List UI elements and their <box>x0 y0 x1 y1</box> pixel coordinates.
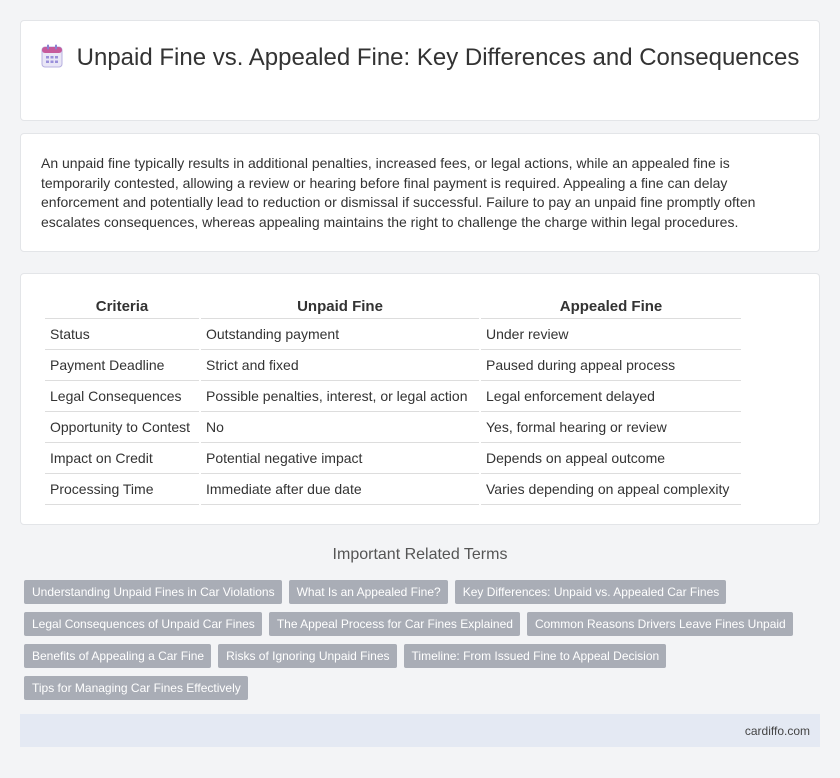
calendar-icon <box>41 44 63 75</box>
related-term-tag[interactable]: Common Reasons Drivers Leave Fines Unpaid <box>527 612 793 636</box>
comparison-table <box>43 296 743 505</box>
related-term-tag[interactable]: The Appeal Process for Car Fines Explained <box>269 612 520 636</box>
row-unpaid: No <box>201 412 479 443</box>
row-criteria: Legal Consequences <box>45 381 199 412</box>
table-row <box>45 319 741 350</box>
related-terms-heading: Important Related Terms <box>332 546 508 563</box>
table-row <box>45 443 741 474</box>
row-criteria: Processing Time <box>45 474 199 505</box>
page-title-wrapper <box>21 43 819 75</box>
related-term-tag[interactable]: Understanding Unpaid Fines in Car Violations <box>24 580 282 604</box>
footer <box>20 714 820 747</box>
row-unpaid: Possible penalties, interest, or legal action <box>201 381 479 412</box>
row-appealed: Depends on appeal outcome <box>481 443 741 474</box>
page-title: Unpaid Fine vs. Appealed Fine: Key Differences and Consequences <box>76 44 800 71</box>
related-term-tag[interactable]: Timeline: From Issued Fine to Appeal Decision <box>404 644 667 668</box>
row-criteria: Status <box>45 319 199 350</box>
row-appealed: Under review <box>481 319 741 350</box>
table-row <box>45 412 741 443</box>
footer-site-link[interactable]: cardiffo.com <box>744 724 810 738</box>
related-term-tag[interactable]: Benefits of Appealing a Car Fine <box>24 644 211 668</box>
related-terms-list <box>22 580 822 708</box>
related-term-tag[interactable]: Legal Consequences of Unpaid Car Fines <box>24 612 262 636</box>
comparison-card <box>20 273 820 525</box>
table-row <box>45 474 741 505</box>
related-term-tag[interactable]: What Is an Appealed Fine? <box>289 580 448 604</box>
row-unpaid: Potential negative impact <box>201 443 479 474</box>
related-term-tag[interactable]: Risks of Ignoring Unpaid Fines <box>218 644 396 668</box>
row-appealed: Varies depending on appeal complexity <box>481 474 741 505</box>
title-card <box>20 20 820 121</box>
row-criteria: Opportunity to Contest <box>45 412 199 443</box>
header-appealed-fine: Appealed Fine <box>481 296 741 319</box>
related-term-tag[interactable]: Tips for Managing Car Fines Effectively <box>24 676 248 700</box>
table-row <box>45 381 741 412</box>
related-term-tag[interactable]: Key Differences: Unpaid vs. Appealed Car Fines <box>455 580 727 604</box>
row-appealed: Legal enforcement delayed <box>481 381 741 412</box>
row-appealed: Yes, formal hearing or review <box>481 412 741 443</box>
table-header-row <box>45 296 741 319</box>
row-criteria: Payment Deadline <box>45 350 199 381</box>
row-appealed: Paused during appeal process <box>481 350 741 381</box>
row-unpaid: Immediate after due date <box>201 474 479 505</box>
row-unpaid: Outstanding payment <box>201 319 479 350</box>
row-criteria: Impact on Credit <box>45 443 199 474</box>
summary-card <box>20 133 820 252</box>
header-unpaid-fine: Unpaid Fine <box>201 296 479 319</box>
row-unpaid: Strict and fixed <box>201 350 479 381</box>
table-row <box>45 350 741 381</box>
summary-text: An unpaid fine typically results in additional penalties, increased fees, or legal actions, while an appealed fine is temporarily contested, allowing a review or hearing before final payment is required. Appealing a fine can delay enforcement and potentially lead to reduction or dismissal if successful. Failure to pay an unpaid fine promptly often escalates consequences, whereas appealing maintains the right to challenge the charge within legal procedures. <box>41 155 756 230</box>
header-criteria: Criteria <box>45 296 199 319</box>
